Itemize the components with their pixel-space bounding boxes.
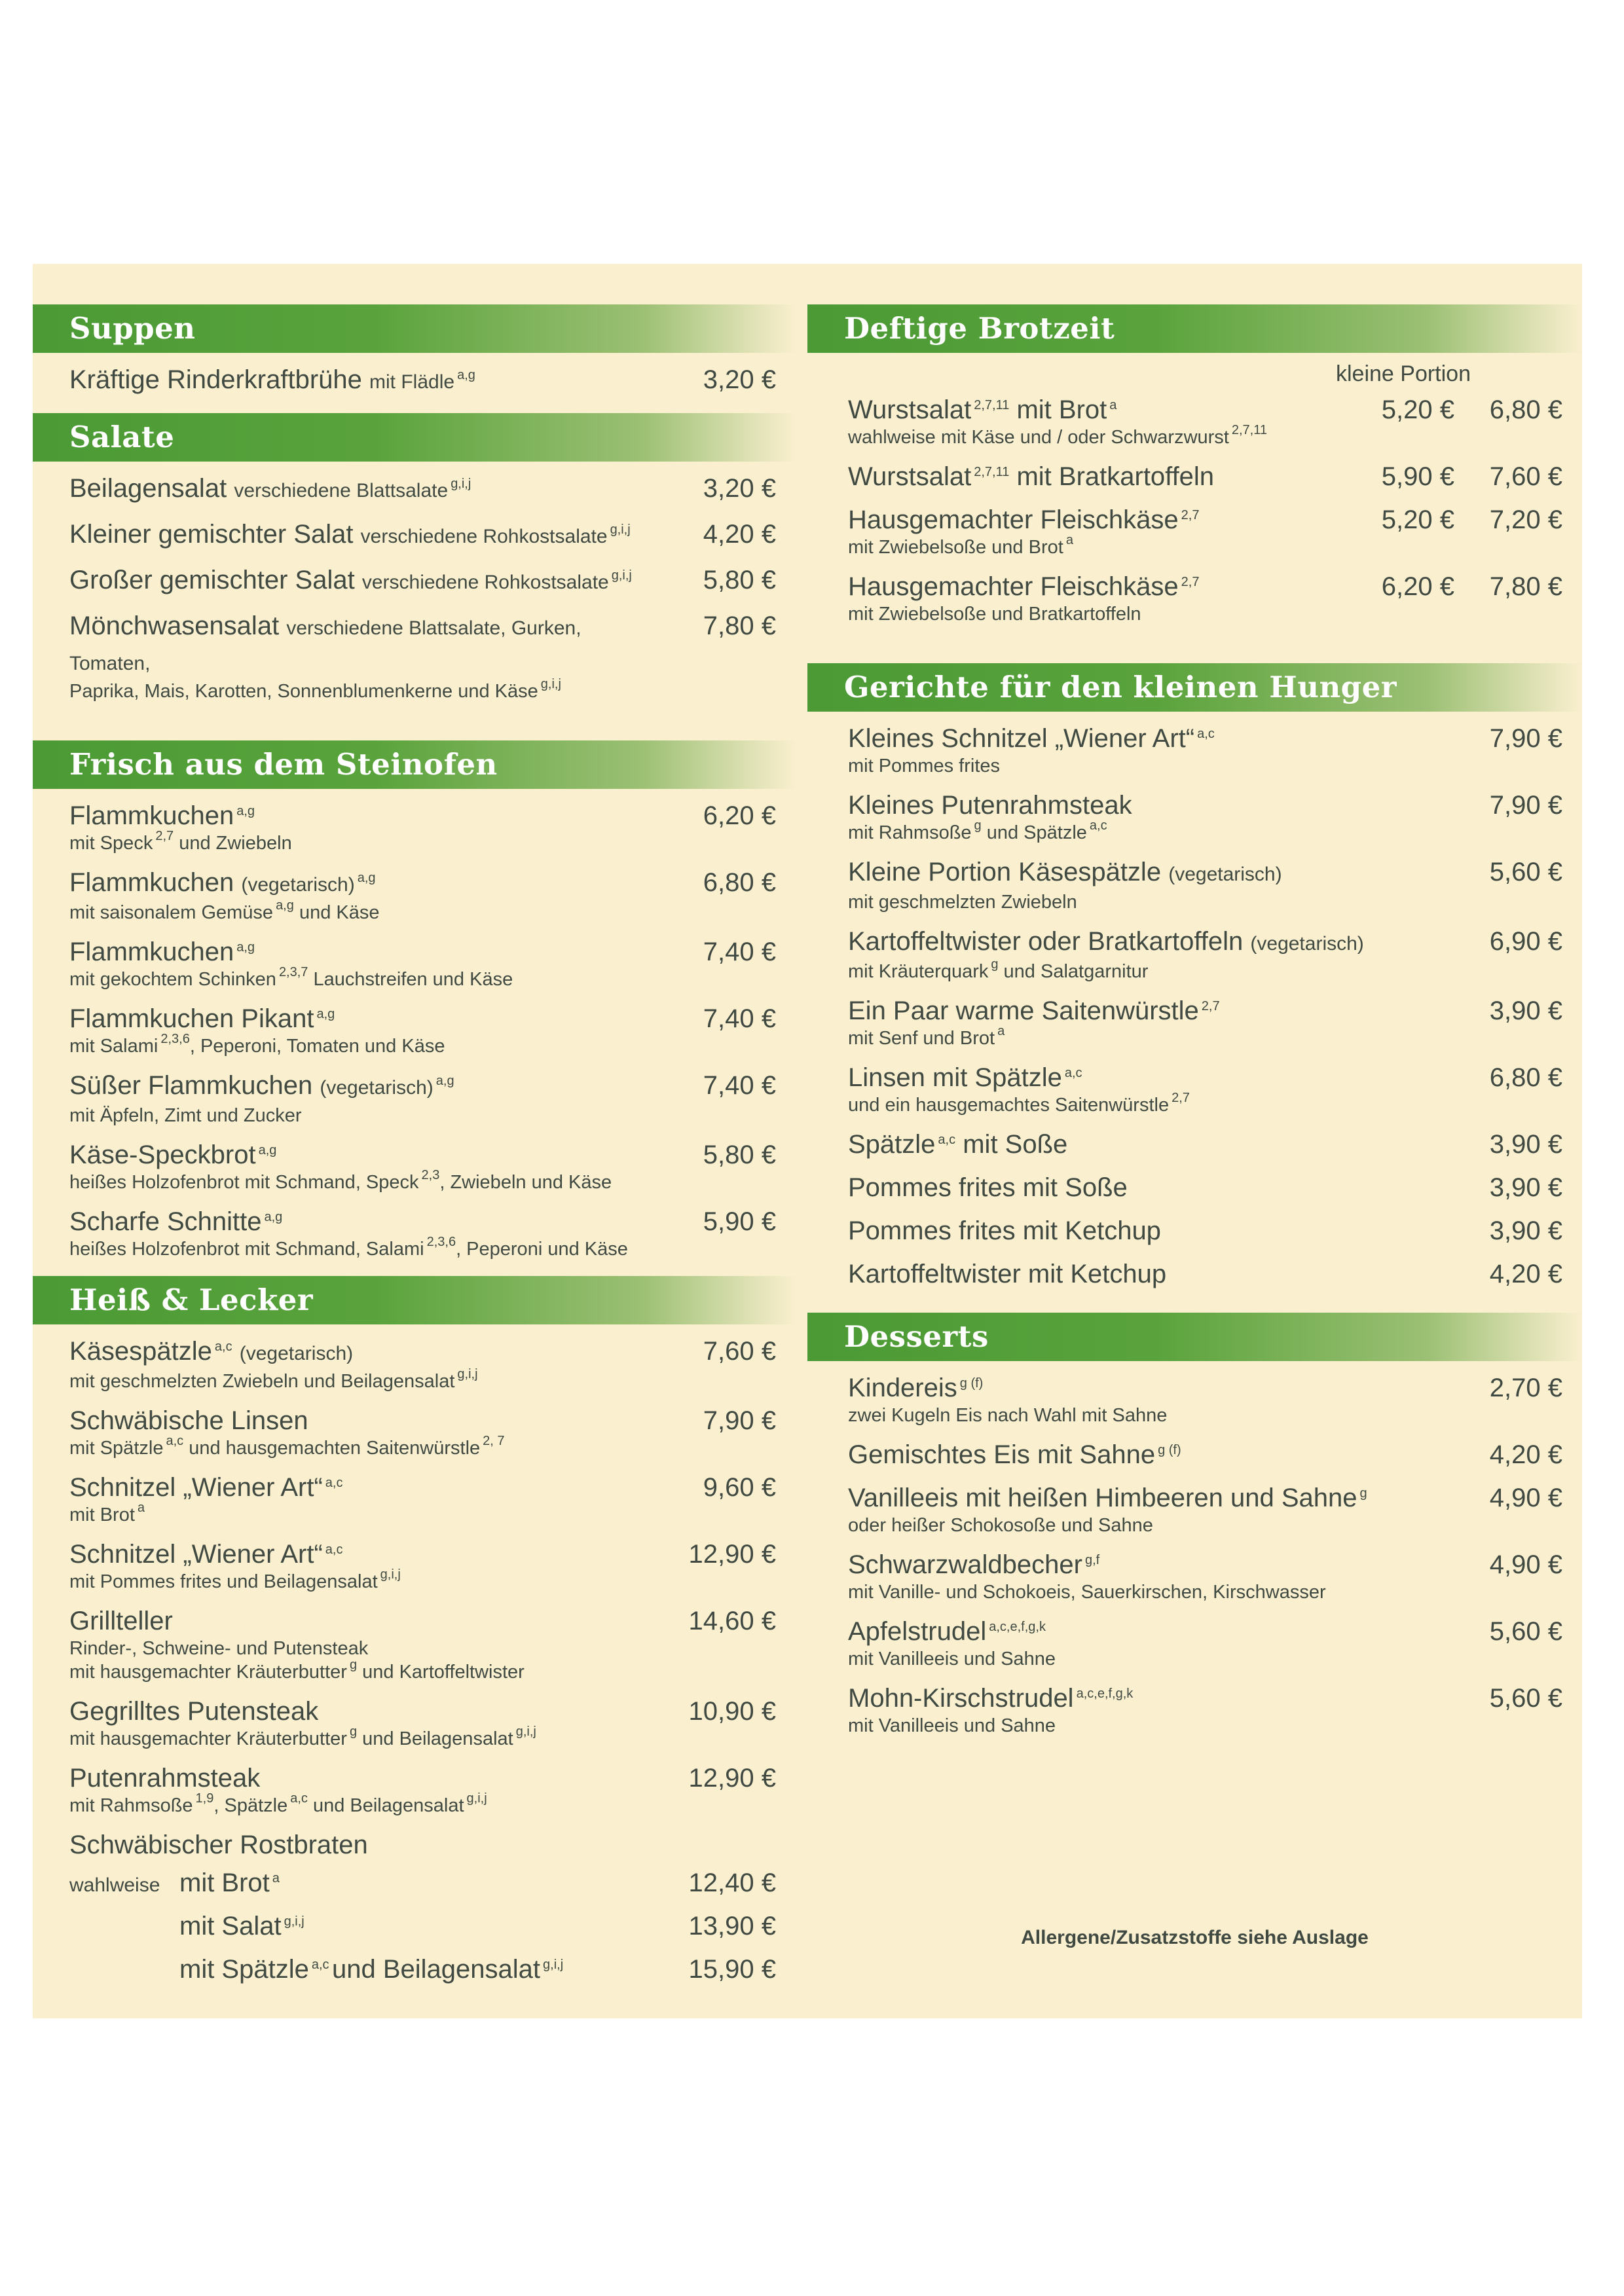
- item-name: Schwäbische Linsen: [69, 1406, 308, 1435]
- menu-item: [807, 1543, 1582, 1610]
- item-name: Großer gemischter Salat: [69, 566, 355, 594]
- menu-item: [807, 1476, 1582, 1543]
- menu-item: [33, 997, 796, 1064]
- item-price: 7,80 €: [1489, 572, 1562, 601]
- menu-item-rostbraten: [33, 1823, 796, 1861]
- menu-item: [807, 920, 1582, 989]
- allergy-note: Allergene/Zusatzstoffe siehe Auslage: [1021, 1927, 1369, 1948]
- menu-item: [33, 1200, 796, 1267]
- item-price: 7,60 €: [1489, 462, 1562, 491]
- item-note: verschiedene Rohkostsalate: [360, 526, 608, 547]
- item-name: Kindereis: [848, 1374, 957, 1402]
- menu-item: [33, 1330, 796, 1399]
- item-note: (vegetarisch): [239, 1343, 354, 1364]
- item-description: Paprika, Mais, Karotten, Sonnenblumenkerne und Käse: [69, 681, 538, 702]
- section-steinofen: [33, 740, 796, 1267]
- section-title: Desserts: [807, 1313, 1582, 1361]
- item-description: und Spätzle: [986, 822, 1087, 843]
- allergen-code: a,g: [236, 940, 255, 955]
- item-price: 4,90 €: [1489, 1550, 1562, 1579]
- menu-item: [807, 455, 1582, 498]
- item-name: Vanilleeis mit heißen Himbeeren und Sahne: [848, 1484, 1357, 1512]
- item-price: 7,80 €: [703, 611, 776, 640]
- allergen-code: g,i,j: [466, 1791, 487, 1806]
- menu-item: [33, 1466, 796, 1533]
- rostbraten-option: [33, 1904, 796, 1948]
- item-price: 6,80 €: [703, 868, 776, 897]
- allergen-code: g,i,j: [284, 1914, 304, 1929]
- item-description: mit Speck: [69, 833, 153, 854]
- item-description: heißes Holzofenbrot mit Schmand, Salami: [69, 1239, 424, 1260]
- item-description: mit Zwiebelsoße und Bratkartoffeln: [848, 604, 1141, 625]
- menu-item: [33, 604, 796, 709]
- item-price: 7,40 €: [703, 1071, 776, 1100]
- item-name: Putenrahmsteak: [69, 1764, 261, 1793]
- item-name: Gegrilltes Putensteak: [69, 1697, 319, 1726]
- item-name: Hausgemachter Fleischkäse: [848, 505, 1179, 534]
- allergen-code: 2,7,11: [974, 398, 1010, 412]
- allergen-code: a,g: [236, 804, 255, 818]
- item-price: 3,20 €: [703, 365, 776, 394]
- menu-item: [807, 1209, 1582, 1252]
- menu-item: [807, 784, 1582, 850]
- item-name: Flammkuchen: [69, 801, 234, 830]
- item-name: Kräftige Rinderkraftbrühe: [69, 365, 362, 394]
- item-name: Scharfe Schnitte: [69, 1207, 262, 1236]
- item-note: mit Flädle: [369, 371, 455, 393]
- menu-item: [807, 498, 1582, 565]
- allergen-code: g (f): [959, 1376, 984, 1391]
- allergen-code: a,g: [457, 368, 475, 382]
- allergen-code: a,c,e,f,g,k: [989, 1620, 1046, 1634]
- item-name: Kleine Portion Käsespätzle: [848, 858, 1162, 886]
- allergen-code: a,c: [1197, 727, 1215, 741]
- item-description: heißes Holzofenbrot mit Schmand, Speck: [69, 1172, 419, 1193]
- allergen-code: g: [974, 818, 982, 833]
- item-description: mit geschmelzten Zwiebeln: [848, 892, 1077, 913]
- allergen-code: g,i,j: [451, 477, 471, 491]
- allergen-code: 2, 7: [483, 1434, 505, 1448]
- menu-item: [807, 717, 1582, 784]
- item-price: 6,80 €: [1489, 395, 1562, 424]
- allergen-code: g: [349, 1724, 358, 1739]
- menu-item: [33, 861, 796, 930]
- item-description: und Käse: [299, 902, 380, 923]
- item-name: Flammkuchen: [69, 868, 234, 897]
- item-name: Schnitzel „Wiener Art“: [69, 1473, 323, 1502]
- option-text: mit Spätzle: [179, 1955, 309, 1984]
- allergen-code: 2,7,11: [1231, 423, 1267, 437]
- allergen-code: 2,3: [421, 1168, 440, 1182]
- item-name: Pommes frites mit Ketchup: [848, 1216, 1161, 1245]
- item-price: 4,20 €: [703, 520, 776, 549]
- allergen-code: a: [137, 1501, 145, 1515]
- item-name: Mönchwasensalat: [69, 611, 280, 640]
- rostbraten-option: [33, 1861, 796, 1904]
- option-text: mit Salat: [179, 1912, 282, 1941]
- item-price: 2,70 €: [1489, 1374, 1562, 1402]
- allergen-code: 2,3,6: [160, 1032, 190, 1046]
- allergen-code: g,i,j: [611, 568, 632, 583]
- menu-item: [33, 1533, 796, 1599]
- item-description: mit hausgemachter Kräuterbutter: [69, 1728, 347, 1749]
- item-name: mit Bratkartoffeln: [1016, 462, 1215, 491]
- item-description: und Salatgarnitur: [1003, 961, 1149, 982]
- item-note: verschiedene Blattsalate: [234, 480, 449, 501]
- allergen-code: a,c: [325, 1542, 343, 1557]
- item-description: mit geschmelzten Zwiebeln und Beilagensalat: [69, 1371, 455, 1392]
- allergen-code: a,g: [258, 1143, 277, 1157]
- item-description: mit Rahmsoße: [848, 822, 972, 843]
- item-description: mit Brot: [69, 1504, 135, 1525]
- item-description: Lauchstreifen und Käse: [313, 969, 513, 990]
- item-price: 7,90 €: [1489, 791, 1562, 820]
- item-price-small: 6,20 €: [1381, 572, 1454, 601]
- section-title: Gerichte für den kleinen Hunger: [807, 663, 1582, 712]
- allergen-code: 2,7,11: [974, 465, 1010, 479]
- item-note: (vegetarisch): [320, 1077, 434, 1099]
- menu-item: [807, 850, 1582, 920]
- item-name: Süßer Flammkuchen: [69, 1071, 313, 1100]
- allergen-code: g,i,j: [543, 1958, 564, 1972]
- item-description: mit hausgemachter Kräuterbutter: [69, 1662, 347, 1683]
- item-price: 3,90 €: [1489, 1173, 1562, 1202]
- menu-item: [807, 1433, 1582, 1476]
- item-price: 7,40 €: [703, 1004, 776, 1033]
- allergen-code: a,c: [1064, 1066, 1082, 1080]
- section-heiss-lecker: [33, 1276, 796, 1991]
- item-description: mit Senf und Brot: [848, 1028, 995, 1049]
- allergen-code: a,g: [264, 1210, 283, 1224]
- item-price: 3,20 €: [703, 474, 776, 503]
- item-price: 3,90 €: [1489, 1216, 1562, 1245]
- item-name: Käsespätzle: [69, 1337, 212, 1366]
- item-note: verschiedene Rohkostsalate: [361, 572, 609, 593]
- allergen-code: a: [1109, 398, 1117, 412]
- item-price: 12,90 €: [688, 1764, 776, 1793]
- item-price: 5,90 €: [703, 1207, 776, 1236]
- allergen-code: 2,7: [1201, 999, 1220, 1013]
- allergen-code: a,c: [214, 1339, 232, 1354]
- item-description: mit Vanille- und Schokoeis, Sauerkirschen, Kirschwasser: [848, 1582, 1326, 1603]
- item-description: und Zwiebeln: [179, 833, 292, 854]
- menu-item: [807, 565, 1582, 632]
- allergen-code: 2,3,6: [426, 1235, 456, 1249]
- item-note: verschiedene Blattsalate, Gurken, Tomaten,: [69, 617, 581, 674]
- allergen-code: a,g: [435, 1074, 454, 1088]
- item-price: 5,80 €: [703, 1140, 776, 1169]
- item-price: 6,90 €: [1489, 927, 1562, 956]
- item-name: mit Brot: [1016, 395, 1107, 424]
- menu-item: [33, 358, 796, 404]
- rostbraten-option: [33, 1948, 796, 1991]
- menu-item: [807, 1056, 1582, 1123]
- item-note: (vegetarisch): [241, 874, 355, 896]
- item-price: 14,60 €: [688, 1607, 776, 1635]
- item-name: Grillteller: [69, 1607, 173, 1635]
- item-price: 7,60 €: [703, 1337, 776, 1366]
- item-description: mit Pommes frites: [848, 756, 1001, 776]
- menu-item: [807, 1123, 1582, 1166]
- item-description: und hausgemachten Saitenwürstle: [189, 1438, 481, 1459]
- allergen-code: a: [997, 1024, 1005, 1038]
- allergen-code: 2,7: [155, 829, 174, 843]
- menu-card: [33, 264, 1582, 2018]
- item-description: und Kartoffeltwister: [362, 1662, 525, 1683]
- item-price: 7,90 €: [703, 1406, 776, 1435]
- menu-item: [33, 1599, 796, 1690]
- item-name: Gemischtes Eis mit Sahne: [848, 1440, 1156, 1469]
- menu-item: [807, 1166, 1582, 1209]
- item-price: 6,80 €: [1489, 1063, 1562, 1092]
- allergen-code: g: [349, 1658, 358, 1672]
- allergen-code: 2,7: [1181, 508, 1200, 522]
- allergen-code: g,i,j: [457, 1367, 478, 1381]
- item-price: 12,90 €: [688, 1540, 776, 1569]
- allergen-code: g (f): [1158, 1443, 1181, 1457]
- item-name: Kartoffeltwister oder Bratkartoffeln: [848, 927, 1244, 956]
- allergen-code: a,c: [290, 1791, 308, 1806]
- item-description: mit Rahmsoße: [69, 1795, 193, 1816]
- item-note: (vegetarisch): [1168, 864, 1282, 885]
- item-description: oder heißer Schokosoße und Sahne: [848, 1515, 1153, 1536]
- item-price: 15,90 €: [688, 1955, 776, 1984]
- item-price-small: 5,20 €: [1381, 395, 1454, 424]
- item-name: Flammkuchen Pikant: [69, 1004, 314, 1033]
- section-title: Salate: [33, 413, 796, 462]
- section-title: Heiß & Lecker: [33, 1276, 796, 1324]
- item-price: 4,20 €: [1489, 1440, 1562, 1469]
- allergen-code: a: [272, 1871, 280, 1886]
- allergen-code: a,g: [316, 1007, 335, 1021]
- allergen-code: g,i,j: [515, 1724, 536, 1739]
- item-name: Ein Paar warme Saitenwürstle: [848, 996, 1199, 1025]
- allergen-code: a,c: [311, 1958, 329, 1972]
- item-name: Schwäbischer Rostbraten: [69, 1831, 368, 1859]
- section-title: Deftige Brotzeit: [807, 304, 1582, 353]
- item-description: , Zwiebeln und Käse: [439, 1172, 612, 1193]
- menu-item: [33, 1757, 796, 1823]
- menu-item: [33, 513, 796, 558]
- item-name: mit Soße: [963, 1130, 1068, 1159]
- item-description: , Spätzle: [213, 1795, 288, 1816]
- item-description: zwei Kugeln Eis nach Wahl mit Sahne: [848, 1405, 1168, 1426]
- item-note: (vegetarisch): [1250, 933, 1364, 955]
- left-column: [33, 304, 796, 2013]
- allergen-code: g,f: [1084, 1553, 1100, 1567]
- item-description: mit Vanilleeis und Sahne: [848, 1649, 1056, 1669]
- item-price-small: 5,20 €: [1381, 505, 1454, 534]
- menu-item: [807, 1610, 1582, 1677]
- item-description: , Peperoni, Tomaten und Käse: [189, 1036, 445, 1057]
- item-description: und Beilagensalat: [362, 1728, 513, 1749]
- item-name: Apfelstrudel: [848, 1617, 987, 1646]
- item-price: 6,20 €: [703, 801, 776, 830]
- item-description: mit Spätzle: [69, 1438, 164, 1459]
- allergen-code: a,c: [325, 1476, 343, 1490]
- item-description: mit Kräuterquark: [848, 961, 989, 982]
- item-price: 4,20 €: [1489, 1260, 1562, 1288]
- option-text: mit Brot: [179, 1868, 270, 1897]
- menu-item: [33, 794, 796, 861]
- menu-item: [33, 1064, 796, 1133]
- item-description: mit gekochtem Schinken: [69, 969, 276, 990]
- menu-item: [33, 930, 796, 997]
- item-name: Kartoffeltwister mit Ketchup: [848, 1260, 1167, 1288]
- section-kleiner-hunger: [807, 663, 1582, 1296]
- allergen-code: g: [991, 957, 999, 972]
- item-name: Schnitzel „Wiener Art“: [69, 1540, 323, 1569]
- item-name: Spätzle: [848, 1130, 936, 1159]
- item-price-small: 5,90 €: [1381, 462, 1454, 491]
- item-description: mit Zwiebelsoße und Brot: [848, 537, 1063, 558]
- allergen-code: a,c: [1089, 818, 1107, 833]
- allergen-code: a,c,e,f,g,k: [1076, 1686, 1134, 1701]
- item-price: 5,60 €: [1489, 1684, 1562, 1713]
- item-price: 10,90 €: [688, 1697, 776, 1726]
- menu-item: [807, 989, 1582, 1056]
- menu-item: [33, 467, 796, 513]
- item-price: 13,90 €: [688, 1912, 776, 1941]
- item-description: mit Vanilleeis und Sahne: [848, 1715, 1056, 1736]
- item-description: und Beilagensalat: [312, 1795, 464, 1816]
- item-description: Rinder-, Schweine- und Putensteak: [69, 1638, 369, 1659]
- item-name: Wurstsalat: [848, 395, 972, 424]
- item-name: Flammkuchen: [69, 938, 234, 966]
- item-description: mit Salami: [69, 1036, 158, 1057]
- allergen-code: 1,9: [195, 1791, 214, 1806]
- item-description: mit Pommes frites und Beilagensalat: [69, 1571, 378, 1592]
- allergen-code: a,c: [166, 1434, 184, 1448]
- allergen-code: a,g: [276, 898, 294, 913]
- portion-column-header: kleine Portion: [1335, 361, 1471, 386]
- item-price: 7,20 €: [1489, 505, 1562, 534]
- item-price: 7,40 €: [703, 938, 776, 966]
- item-price: 12,40 €: [688, 1868, 776, 1897]
- item-price: 5,60 €: [1489, 1617, 1562, 1646]
- item-price: 9,60 €: [703, 1473, 776, 1502]
- item-price: 4,90 €: [1489, 1484, 1562, 1512]
- section-title: Frisch aus dem Steinofen: [33, 740, 796, 789]
- item-name: Kleines Schnitzel „Wiener Art“: [848, 724, 1195, 753]
- item-name: Kleiner gemischter Salat: [69, 520, 354, 549]
- menu-item: [807, 1252, 1582, 1296]
- item-description: und ein hausgemachtes Saitenwürstle: [848, 1095, 1170, 1116]
- menu-item: [807, 1366, 1582, 1433]
- item-name: Mohn-Kirschstrudel: [848, 1684, 1074, 1713]
- allergen-code: g,i,j: [380, 1567, 401, 1582]
- item-price: 5,80 €: [703, 566, 776, 594]
- allergen-code: g: [1359, 1486, 1367, 1501]
- allergen-code: g,i,j: [610, 522, 631, 537]
- menu-item: [33, 1690, 796, 1757]
- section-suppen: [33, 304, 796, 404]
- allergen-code: 2,3,7: [278, 965, 308, 979]
- item-description: , Peperoni und Käse: [456, 1239, 628, 1260]
- allergen-code: 2,7: [1181, 575, 1200, 589]
- item-price: 3,90 €: [1489, 996, 1562, 1025]
- item-description: wahlweise mit Käse und / oder Schwarzwurst: [848, 427, 1229, 448]
- menu-item: [33, 1133, 796, 1200]
- allergen-code: a: [1065, 533, 1073, 547]
- menu-item: [33, 1399, 796, 1466]
- item-price: 3,90 €: [1489, 1130, 1562, 1159]
- option-label: wahlweise: [69, 1874, 160, 1896]
- item-name: Hausgemachter Fleischkäse: [848, 572, 1179, 601]
- allergen-code: 2,7: [1172, 1091, 1190, 1105]
- section-desserts: [807, 1313, 1582, 1743]
- item-description: mit saisonalem Gemüse: [69, 902, 274, 923]
- item-name: Beilagensalat: [69, 474, 227, 503]
- item-name: Linsen mit Spätzle: [848, 1063, 1062, 1092]
- section-salate: [33, 413, 796, 709]
- right-column: [807, 304, 1582, 1766]
- item-name: Kleines Putenrahmsteak: [848, 791, 1132, 820]
- menu-item: [807, 1677, 1582, 1743]
- item-price: 5,60 €: [1489, 858, 1562, 886]
- item-description: mit Äpfeln, Zimt und Zucker: [69, 1105, 302, 1126]
- allergen-code: a,c: [938, 1133, 956, 1147]
- item-name: Schwarzwaldbecher: [848, 1550, 1082, 1579]
- item-name: Wurstsalat: [848, 462, 972, 491]
- option-text: und Beilagensalat: [332, 1955, 541, 1984]
- section-brotzeit: [807, 304, 1582, 632]
- menu-item: [33, 558, 796, 604]
- allergen-code: g,i,j: [540, 677, 561, 691]
- item-name: Pommes frites mit Soße: [848, 1173, 1128, 1202]
- section-title: Suppen: [33, 304, 796, 353]
- allergen-code: a,g: [357, 871, 376, 885]
- item-name: Käse-Speckbrot: [69, 1140, 256, 1169]
- menu-item: [807, 388, 1582, 455]
- item-price: 7,90 €: [1489, 724, 1562, 753]
